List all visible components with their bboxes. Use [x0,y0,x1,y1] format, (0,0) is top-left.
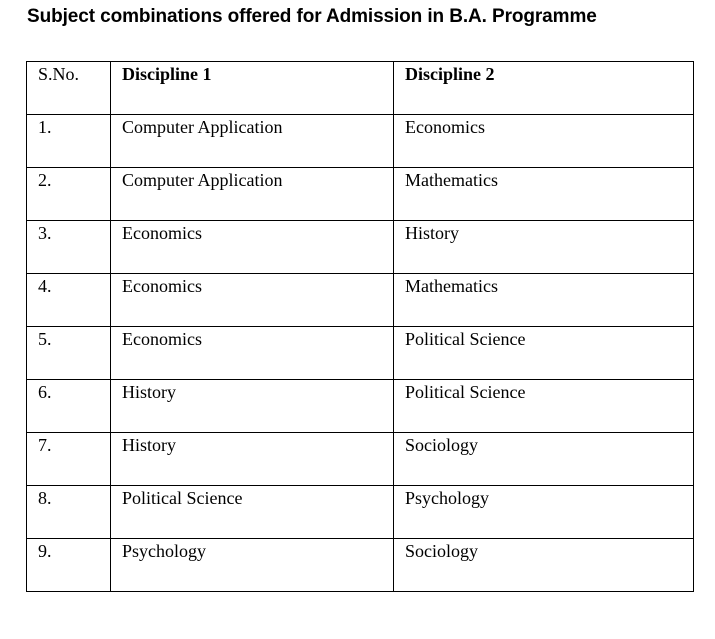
cell-discipline-2: Political Science [394,380,694,433]
header-sno: S.No. [27,62,111,115]
cell-discipline-1: Computer Application [111,168,394,221]
header-discipline-2: Discipline 2 [394,62,694,115]
table-row [27,380,694,433]
cell-discipline-1: History [111,380,394,433]
cell-discipline-2: History [394,221,694,274]
cell-discipline-1: Computer Application [111,115,394,168]
cell-sno: 1. [27,115,111,168]
cell-sno: 6. [27,380,111,433]
header-discipline-1: Discipline 1 [111,62,394,115]
table-header-row [27,62,694,115]
table-row [27,327,694,380]
cell-discipline-2: Sociology [394,539,694,592]
cell-discipline-2: Psychology [394,486,694,539]
table-row [27,274,694,327]
table-row [27,433,694,486]
cell-sno: 8. [27,486,111,539]
cell-discipline-1: Economics [111,274,394,327]
cell-discipline-2: Sociology [394,433,694,486]
table-row [27,115,694,168]
cell-discipline-1: History [111,433,394,486]
cell-discipline-2: Political Science [394,327,694,380]
cell-sno: 4. [27,274,111,327]
table-row [27,168,694,221]
cell-sno: 9. [27,539,111,592]
cell-discipline-1: Psychology [111,539,394,592]
cell-discipline-1: Economics [111,327,394,380]
cell-discipline-2: Economics [394,115,694,168]
page-title: Subject combinations offered for Admission in B.A. Programme [27,6,597,27]
cell-discipline-2: Mathematics [394,274,694,327]
cell-discipline-2: Mathematics [394,168,694,221]
cell-sno: 2. [27,168,111,221]
table-row [27,221,694,274]
subject-combinations-table [26,61,694,592]
cell-sno: 3. [27,221,111,274]
cell-discipline-1: Political Science [111,486,394,539]
cell-discipline-1: Economics [111,221,394,274]
table-row [27,539,694,592]
cell-sno: 5. [27,327,111,380]
cell-sno: 7. [27,433,111,486]
table-row [27,486,694,539]
